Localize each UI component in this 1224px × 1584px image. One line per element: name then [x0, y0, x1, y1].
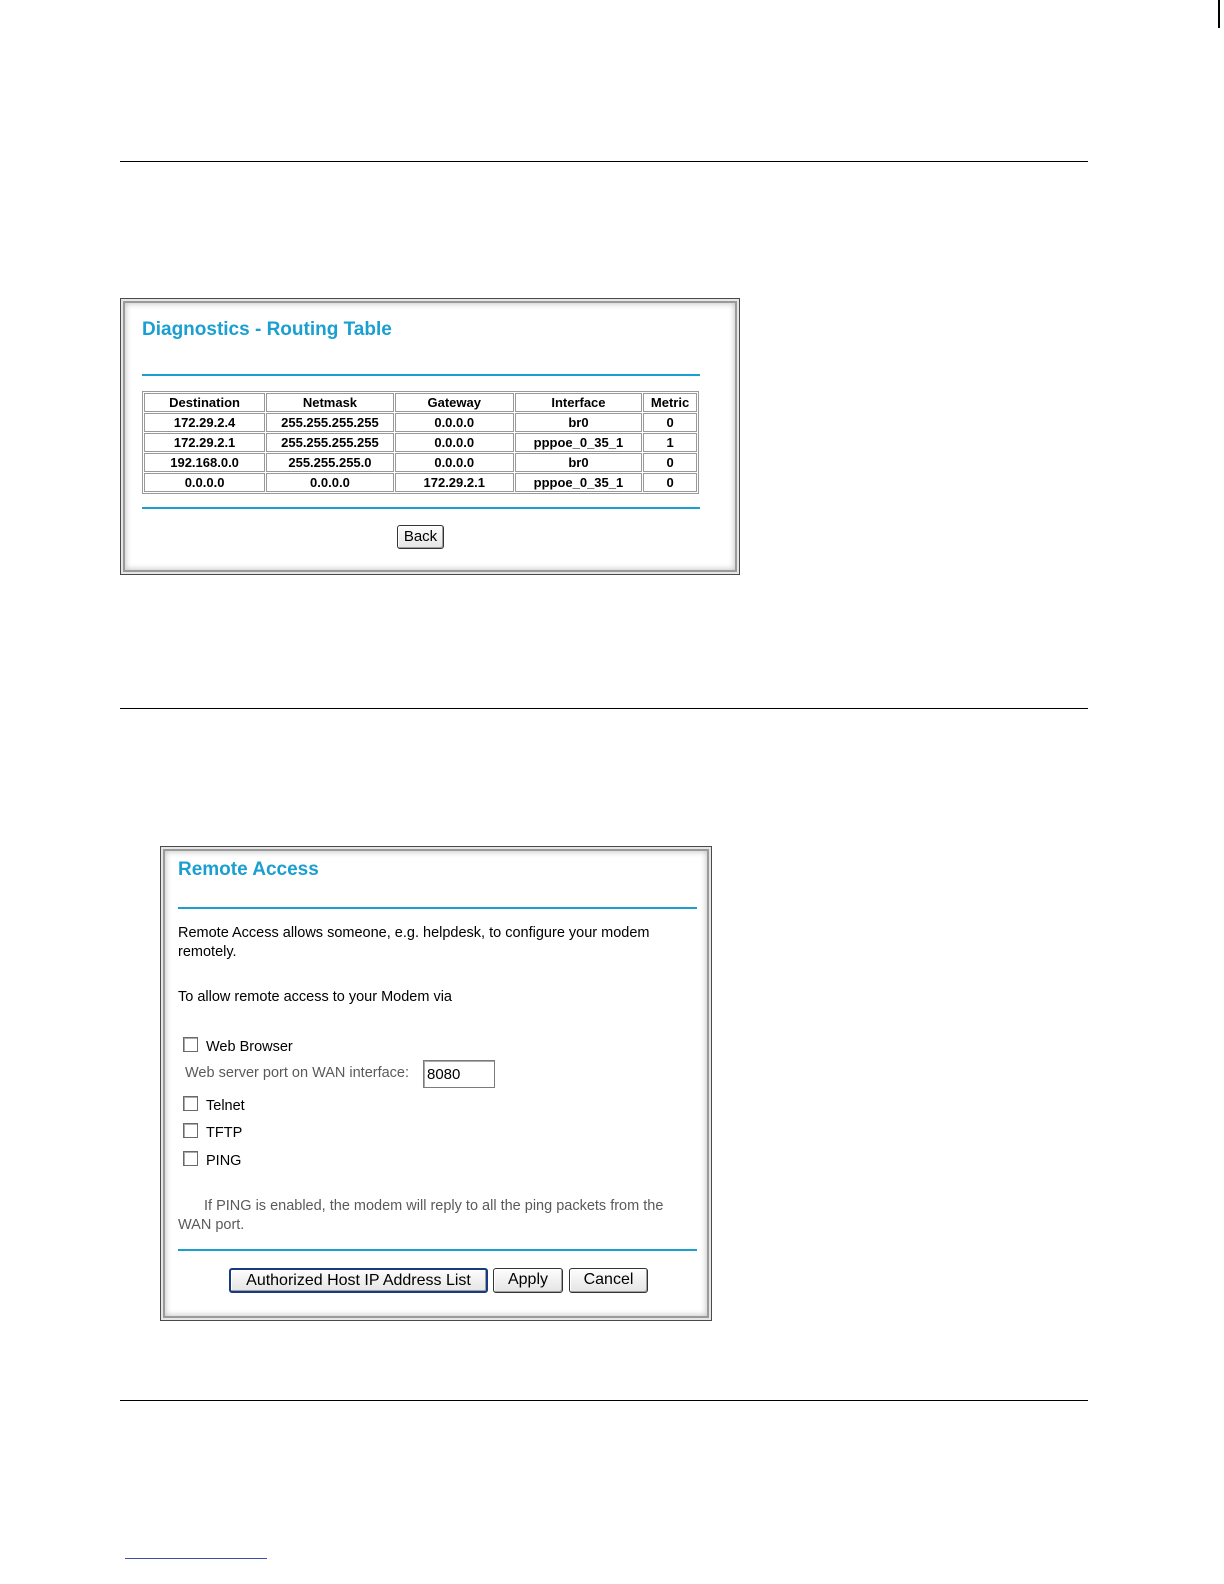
table-cell: 0 [643, 413, 697, 432]
column-header-netmask: Netmask [266, 393, 394, 412]
column-header-destination: Destination [144, 393, 265, 412]
horizontal-rule-middle [120, 708, 1088, 709]
table-cell: 172.29.2.1 [395, 473, 514, 492]
authorized-host-list-button[interactable]: Authorized Host IP Address List [229, 1268, 488, 1293]
title-divider [178, 907, 697, 909]
table-cell: pppoe_0_35_1 [515, 473, 642, 492]
table-cell: br0 [515, 453, 642, 472]
table-cell: 0.0.0.0 [395, 453, 514, 472]
footnote-rule [125, 1558, 267, 1559]
table-row [144, 433, 697, 452]
table-cell: br0 [515, 413, 642, 432]
ping-label: PING [206, 1153, 242, 1169]
title-divider [142, 374, 700, 376]
tftp-checkbox[interactable] [183, 1123, 198, 1138]
web-browser-checkbox[interactable] [183, 1037, 198, 1052]
table-cell: 0.0.0.0 [144, 473, 265, 492]
table-cell: 255.255.255.255 [266, 413, 394, 432]
table-cell: 0.0.0.0 [266, 473, 394, 492]
ping-note-line2: WAN port. [178, 1217, 245, 1233]
table-cell: 255.255.255.255 [266, 433, 394, 452]
routing-table [142, 391, 699, 494]
table-cell: 1 [643, 433, 697, 452]
table-cell: 0 [643, 473, 697, 492]
intro-text-line2: remotely. [178, 944, 237, 960]
table-row [144, 473, 697, 492]
table-cell: pppoe_0_35_1 [515, 433, 642, 452]
table-header-row [144, 393, 697, 412]
via-text: To allow remote access to your Modem via [178, 989, 452, 1005]
table-cell: 0 [643, 453, 697, 472]
web-browser-label: Web Browser [206, 1039, 293, 1055]
table-cell: 255.255.255.0 [266, 453, 394, 472]
bottom-divider [178, 1249, 697, 1251]
ping-checkbox[interactable] [183, 1151, 198, 1166]
table-row [144, 413, 697, 432]
intro-text-line1: Remote Access allows someone, e.g. helpdesk, to configure your modem [178, 925, 650, 941]
page-edge-bar [1218, 0, 1220, 28]
column-header-gateway: Gateway [395, 393, 514, 412]
table-cell: 172.29.2.4 [144, 413, 265, 432]
routing-table-title: Diagnostics - Routing Table [142, 319, 392, 340]
table-row [144, 453, 697, 472]
table-cell: 172.29.2.1 [144, 433, 265, 452]
port-input[interactable] [423, 1060, 495, 1088]
tftp-label: TFTP [206, 1125, 243, 1141]
telnet-label: Telnet [206, 1098, 245, 1114]
remote-access-title: Remote Access [178, 859, 319, 880]
routing-table-panel [120, 298, 740, 575]
remote-access-panel [160, 846, 712, 1321]
horizontal-rule-bottom [120, 1400, 1088, 1401]
ping-note-line1: If PING is enabled, the modem will reply to all the ping packets from the [204, 1198, 664, 1214]
table-cell: 0.0.0.0 [395, 413, 514, 432]
apply-button[interactable]: Apply [493, 1268, 563, 1293]
table-cell: 192.168.0.0 [144, 453, 265, 472]
column-header-interface: Interface [515, 393, 642, 412]
back-button[interactable]: Back [397, 525, 444, 549]
table-bottom-divider [142, 507, 700, 509]
horizontal-rule-top [120, 161, 1088, 162]
telnet-checkbox[interactable] [183, 1096, 198, 1111]
cancel-button[interactable]: Cancel [569, 1268, 648, 1293]
table-cell: 0.0.0.0 [395, 433, 514, 452]
column-header-metric: Metric [643, 393, 697, 412]
port-label: Web server port on WAN interface: [185, 1065, 410, 1081]
